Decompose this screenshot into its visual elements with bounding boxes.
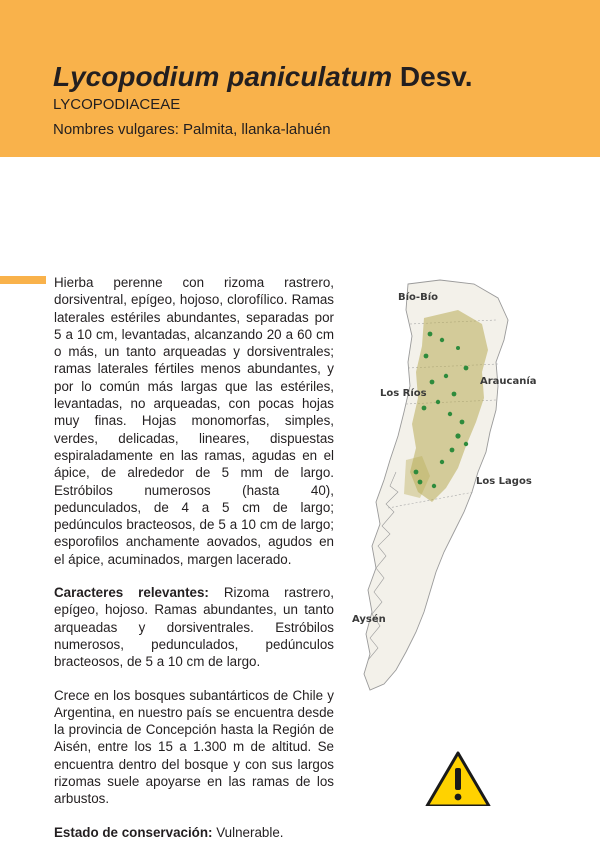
record-dot xyxy=(455,433,460,438)
region-label-los-rios: Los Ríos xyxy=(380,388,427,399)
record-dot xyxy=(424,354,429,359)
species-description xyxy=(54,274,334,857)
relevant-characters-label: Caracteres relevantes: xyxy=(54,585,209,601)
conservation-paragraph xyxy=(54,824,334,841)
record-dot xyxy=(414,470,419,475)
record-dot xyxy=(440,460,444,464)
author-abbreviation: Desv. xyxy=(392,61,473,92)
region-label-los-lagos: Los Lagos xyxy=(476,476,532,487)
conservation-label: Estado de conservación: xyxy=(54,824,213,840)
record-dot xyxy=(460,420,465,425)
record-dot xyxy=(432,484,436,488)
record-dot xyxy=(450,448,455,453)
region-label-biobio: Bío-Bío xyxy=(398,292,438,303)
record-dot xyxy=(452,392,457,397)
record-dot xyxy=(448,412,452,416)
region-label-aysen: Aysén xyxy=(352,614,386,625)
record-dot xyxy=(464,366,469,371)
record-dot xyxy=(436,400,440,404)
header-band xyxy=(0,0,600,157)
record-dot xyxy=(422,406,427,411)
record-dot xyxy=(418,480,423,485)
record-dot xyxy=(428,332,433,337)
relevant-characters-paragraph xyxy=(54,584,334,670)
habitat-paragraph: Crece en los bosques subantárticos de Chile y Argentina, en nuestro país se encuentra desde la provincia de Concepción hasta la Región de Aisén, entre los 15 a 1.300 m de altitud. Se encuentra dentro del bosque y con sus largos rizomas suele apoyarse en las ramas de los arbustos. xyxy=(54,687,334,807)
record-dot xyxy=(440,338,444,342)
record-dot xyxy=(456,346,460,350)
family-name: LYCOPODIACEAE xyxy=(53,96,181,113)
scientific-name: Lycopodium paniculatum xyxy=(53,61,393,92)
distribution-map xyxy=(346,276,546,696)
record-dot xyxy=(464,442,468,446)
region-label-araucania: Araucanía xyxy=(480,376,537,387)
common-names: Nombres vulgares: Palmita, llanka-lahuén xyxy=(53,121,331,138)
section-accent-bar xyxy=(0,276,46,284)
record-dot xyxy=(444,374,448,378)
species-title xyxy=(53,60,473,94)
description-paragraph: Hierba perenne con rizoma rastrero, dorsiventral, epígeo, hojoso, clorofílico. Ramas laterales estériles abundantes, separadas por 5 a 10 cm, levantadas, alcanzando 20 a 60 cm o más, un tanto arqueadas y dorsiventrales; ramas laterales fértiles menos abundantes, y por lo común más largas que las estériles, levantadas, no arqueadas, con pocas hojas muy finas. Hojas monomorfas, simples, verdes, delicadas, lineares, dispuestas espiraladamente en las ramas, agudas en el ápice, de alrededor de 5 mm de largo. Estróbilos numerosos (hasta 40), pedunculados, de 4 a 5 cm de largo; pedúnculos bracteosos, de 5 a 10 cm de largo; esporofilos anchamente aovados, agudos en el ápice, acuminados, margen lacerado. xyxy=(54,275,334,567)
record-dot xyxy=(430,380,435,385)
relevant-characters-text: Rizoma rastrero, epígeo, hojoso. Ramas abundantes, un tanto arqueadas y dorsiventrales. Estróbilos numerosos, pedunculados, pedúnculos bracteosos, de 5 a 10 cm de largo. xyxy=(54,585,335,670)
warning-icon xyxy=(425,750,491,806)
conservation-status: Vulnerable. xyxy=(212,824,284,840)
